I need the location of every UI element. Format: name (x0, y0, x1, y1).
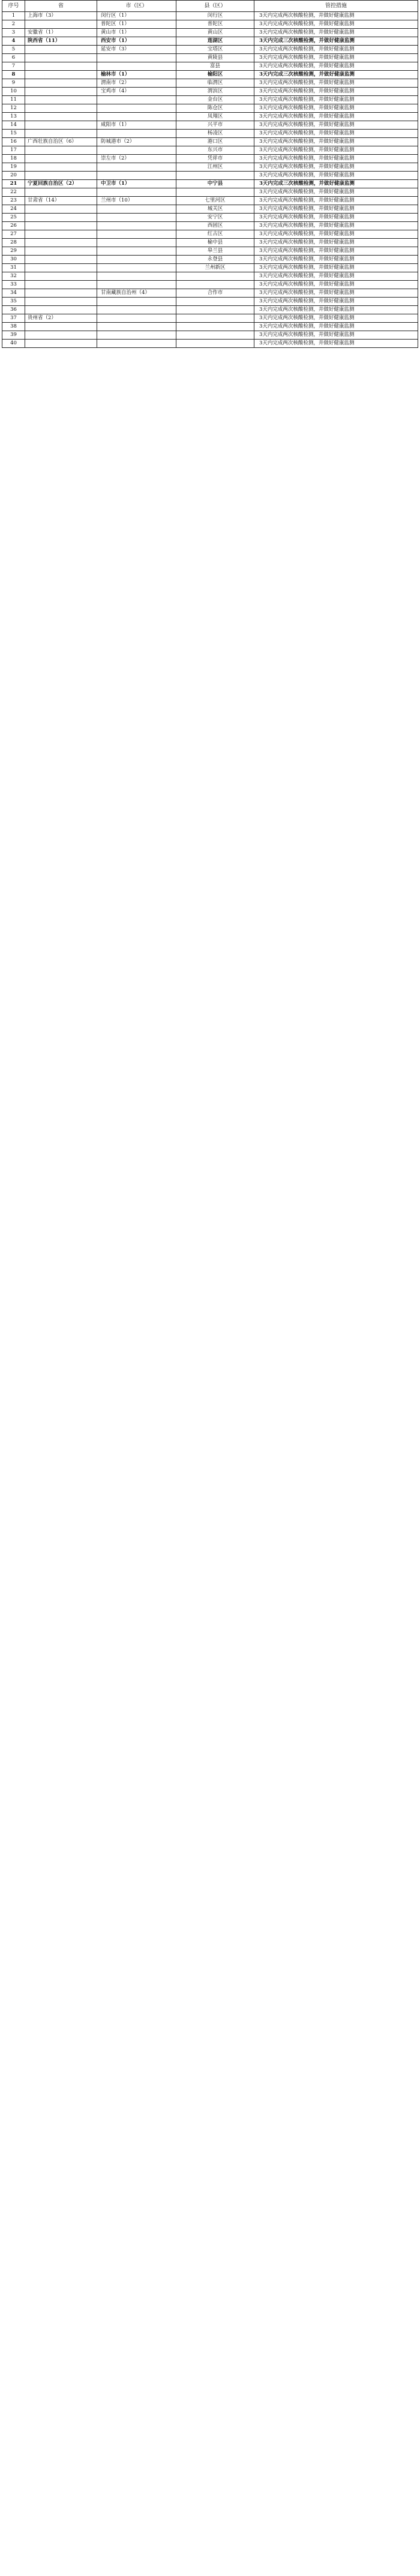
cell-city: 咸阳市（1） (97, 121, 176, 130)
cell-no: 4 (2, 37, 25, 46)
cell-no: 15 (2, 130, 25, 138)
cell-measures: 3天内完成两次核酸检测，并做好健康监测 (254, 138, 418, 146)
table-row (2, 88, 418, 96)
cell-county: 中宁县 (176, 180, 254, 188)
header-no: 序号 (2, 1, 25, 12)
cell-city (97, 264, 176, 272)
cell-no: 26 (2, 222, 25, 230)
cell-city: 甘南藏族自治州（4） (97, 289, 176, 298)
cell-province (25, 20, 97, 29)
table-row (2, 214, 418, 222)
cell-province (25, 298, 97, 306)
table-row (2, 188, 418, 197)
table-row (2, 121, 418, 130)
table-row (2, 62, 418, 71)
cell-county: 永登县 (176, 256, 254, 264)
cell-city: 宝鸡市（4） (97, 88, 176, 96)
cell-county: 江州区 (176, 163, 254, 172)
cell-no: 17 (2, 146, 25, 155)
cell-city: 西安市（1） (97, 37, 176, 46)
cell-no: 13 (2, 113, 25, 121)
table-row (2, 29, 418, 37)
cell-measures: 3天内完成两次核酸检测，并做好健康监测 (254, 230, 418, 239)
cell-measures: 3天内完成两次核酸检测，并做好健康监测 (254, 155, 418, 163)
table-row (2, 46, 418, 54)
cell-province (25, 230, 97, 239)
cell-city (97, 323, 176, 331)
table-body (2, 12, 418, 348)
cell-county: 临渭区 (176, 79, 254, 88)
header-measures: 管控措施 (254, 1, 418, 12)
cell-city (97, 256, 176, 264)
table-row (2, 155, 418, 163)
cell-city: 防城港市（2） (97, 138, 176, 146)
cell-province (25, 88, 97, 96)
cell-measures: 3天内完成两次核酸检测，并做好健康监测 (254, 289, 418, 298)
cell-province: 广西壮族自治区（6） (25, 138, 97, 146)
cell-measures: 3天内完成两次核酸检测，并做好健康监测 (254, 20, 418, 29)
cell-county: 黄山区 (176, 29, 254, 37)
cell-city (97, 340, 176, 348)
cell-measures: 3天内完成两次核酸检测，并做好健康监测 (254, 12, 418, 20)
cell-no: 24 (2, 205, 25, 214)
table-row (2, 289, 418, 298)
cell-no: 16 (2, 138, 25, 146)
header-city: 市（区） (97, 1, 176, 12)
cell-county (176, 314, 254, 323)
header-county: 县（区） (176, 1, 254, 12)
cell-measures: 3天内完成两次核酸检测，并做好健康监测 (254, 88, 418, 96)
cell-measures: 3天内完成两次核酸检测，并做好健康监测 (254, 205, 418, 214)
cell-measures: 3天内完成两次核酸检测，并做好健康监测 (254, 314, 418, 323)
cell-no: 33 (2, 281, 25, 289)
cell-measures: 3天内完成两次核酸检测，并做好健康监测 (254, 247, 418, 256)
cell-no: 22 (2, 188, 25, 197)
cell-city: 渭南市（2） (97, 79, 176, 88)
cell-city (97, 104, 176, 113)
cell-city (97, 247, 176, 256)
cell-measures: 3天内完成两次核酸检测，并做好健康监测 (254, 256, 418, 264)
cell-province (25, 281, 97, 289)
table-row (2, 272, 418, 281)
table-row (2, 256, 418, 264)
cell-city: 榆林市（1） (97, 71, 176, 79)
cell-no: 40 (2, 340, 25, 348)
cell-city: 黄山市（1） (97, 29, 176, 37)
cell-measures: 3天内完成两次核酸检测，并做好健康监测 (254, 188, 418, 197)
cell-county: 宝塔区 (176, 46, 254, 54)
cell-province: 上海市（3） (25, 12, 97, 20)
cell-county: 榆中县 (176, 239, 254, 247)
cell-no: 25 (2, 214, 25, 222)
table-row (2, 180, 418, 188)
cell-measures: 3天内完成两次核酸检测，并做好健康监测 (254, 214, 418, 222)
cell-county: 金台区 (176, 96, 254, 104)
cell-city (97, 281, 176, 289)
cell-measures: 3天内完成三次核酸检测，并做好健康监测 (254, 71, 418, 79)
cell-no: 30 (2, 256, 25, 264)
cell-province (25, 130, 97, 138)
cell-province: 贵州省（2） (25, 314, 97, 323)
cell-province (25, 239, 97, 247)
cell-city (97, 146, 176, 155)
cell-city: 中卫市（1） (97, 180, 176, 188)
cell-measures: 3天内完成两次核酸检测，并做好健康监测 (254, 104, 418, 113)
cell-city (97, 314, 176, 323)
cell-no: 35 (2, 298, 25, 306)
cell-city (97, 331, 176, 340)
cell-measures: 3天内完成两次核酸检测，并做好健康监测 (254, 79, 418, 88)
cell-county: 杨凌区 (176, 130, 254, 138)
cell-province (25, 79, 97, 88)
cell-measures: 3天内完成两次核酸检测，并做好健康监测 (254, 130, 418, 138)
cell-county: 城关区 (176, 205, 254, 214)
cell-city: 闵行区（1） (97, 12, 176, 20)
cell-province: 陕西省（11） (25, 37, 97, 46)
table-row (2, 197, 418, 205)
cell-county: 凤翔区 (176, 113, 254, 121)
cell-county: 黄陵县 (176, 54, 254, 62)
cell-no: 28 (2, 239, 25, 247)
cell-county: 富县 (176, 62, 254, 71)
cell-no: 19 (2, 163, 25, 172)
cell-measures: 3天内完成两次核酸检测，并做好健康监测 (254, 113, 418, 121)
cell-no: 11 (2, 96, 25, 104)
cell-county: 港口区 (176, 138, 254, 146)
table-row (2, 20, 418, 29)
table-row (2, 331, 418, 340)
table-row (2, 12, 418, 20)
cell-city (97, 214, 176, 222)
cell-county: 东兴市 (176, 146, 254, 155)
cell-province (25, 222, 97, 230)
cell-no: 18 (2, 155, 25, 163)
cell-province (25, 272, 97, 281)
cell-city (97, 306, 176, 314)
table-row (2, 113, 418, 121)
cell-no: 6 (2, 54, 25, 62)
cell-county (176, 340, 254, 348)
table-row (2, 104, 418, 113)
cell-city (97, 163, 176, 172)
cell-measures: 3天内完成两次核酸检测，并做好健康监测 (254, 340, 418, 348)
cell-province: 宁夏回族自治区（2） (25, 180, 97, 188)
cell-measures: 3天内完成两次核酸检测，并做好健康监测 (254, 197, 418, 205)
cell-county: 普陀区 (176, 20, 254, 29)
cell-no: 14 (2, 121, 25, 130)
cell-city (97, 222, 176, 230)
cell-city (97, 62, 176, 71)
cell-no: 34 (2, 289, 25, 298)
cell-no: 3 (2, 29, 25, 37)
cell-city (97, 54, 176, 62)
cell-measures: 3天内完成两次核酸检测，并做好健康监测 (254, 239, 418, 247)
cell-measures: 3天内完成两次核酸检测，并做好健康监测 (254, 29, 418, 37)
table-row (2, 314, 418, 323)
cell-measures: 3天内完成两次核酸检测，并做好健康监测 (254, 96, 418, 104)
table-row (2, 79, 418, 88)
cell-city (97, 188, 176, 197)
cell-city (97, 172, 176, 180)
cell-measures: 3天内完成三次核酸检测，并做好健康监测 (254, 37, 418, 46)
cell-province (25, 71, 97, 79)
cell-no: 9 (2, 79, 25, 88)
cell-city: 延安市（3） (97, 46, 176, 54)
cell-no: 5 (2, 46, 25, 54)
table-row (2, 306, 418, 314)
cell-province (25, 146, 97, 155)
cell-county: 闵行区 (176, 12, 254, 20)
cell-province (25, 340, 97, 348)
cell-county: 陈仓区 (176, 104, 254, 113)
cell-county (176, 281, 254, 289)
cell-no: 1 (2, 12, 25, 20)
table-row (2, 298, 418, 306)
cell-city (97, 272, 176, 281)
cell-measures: 3天内完成三次核酸检测，并做好健康监测 (254, 180, 418, 188)
table-row (2, 247, 418, 256)
cell-no: 7 (2, 62, 25, 71)
table-row (2, 71, 418, 79)
cell-county (176, 172, 254, 180)
cell-no: 2 (2, 20, 25, 29)
cell-county: 红古区 (176, 230, 254, 239)
cell-city (97, 130, 176, 138)
cell-no: 23 (2, 197, 25, 205)
table-row (2, 340, 418, 348)
cell-measures: 3天内完成两次核酸检测，并做好健康监测 (254, 163, 418, 172)
cell-province (25, 306, 97, 314)
table-row (2, 172, 418, 180)
cell-county: 榆阳区 (176, 71, 254, 79)
cell-county: 莲湖区 (176, 37, 254, 46)
table-row (2, 264, 418, 272)
table-row (2, 138, 418, 146)
cell-county: 凭祥市 (176, 155, 254, 163)
cell-city (97, 205, 176, 214)
cell-county (176, 272, 254, 281)
table-row (2, 37, 418, 46)
cell-no: 38 (2, 323, 25, 331)
cell-province (25, 155, 97, 163)
cell-county: 皋兰县 (176, 247, 254, 256)
table-row (2, 222, 418, 230)
cell-county: 兰州新区 (176, 264, 254, 272)
cell-province (25, 188, 97, 197)
cell-province (25, 214, 97, 222)
cell-measures: 3天内完成两次核酸检测，并做好健康监测 (254, 62, 418, 71)
cell-no: 36 (2, 306, 25, 314)
cell-province: 甘肃省（14） (25, 197, 97, 205)
cell-county (176, 323, 254, 331)
cell-county (176, 331, 254, 340)
cell-measures: 3天内完成两次核酸检测，并做好健康监测 (254, 121, 418, 130)
table-row (2, 230, 418, 239)
table-row (2, 281, 418, 289)
cell-province (25, 54, 97, 62)
cell-province (25, 205, 97, 214)
cell-measures: 3天内完成两次核酸检测，并做好健康监测 (254, 306, 418, 314)
cell-province (25, 62, 97, 71)
table-row (2, 130, 418, 138)
cell-city (97, 113, 176, 121)
cell-county: 西固区 (176, 222, 254, 230)
cell-county: 渭滨区 (176, 88, 254, 96)
cell-province (25, 96, 97, 104)
cell-measures: 3天内完成两次核酸检测，并做好健康监测 (254, 172, 418, 180)
cell-no: 29 (2, 247, 25, 256)
cell-city: 普陀区（1） (97, 20, 176, 29)
cell-no: 31 (2, 264, 25, 272)
cell-province (25, 113, 97, 121)
table-row (2, 54, 418, 62)
cell-province (25, 104, 97, 113)
cell-measures: 3天内完成两次核酸检测，并做好健康监测 (254, 146, 418, 155)
cell-province (25, 256, 97, 264)
cell-measures: 3天内完成两次核酸检测，并做好健康监测 (254, 298, 418, 306)
cell-no: 39 (2, 331, 25, 340)
control-measures-table (2, 0, 418, 348)
table-row (2, 146, 418, 155)
cell-province (25, 323, 97, 331)
cell-province (25, 163, 97, 172)
cell-measures: 3天内完成两次核酸检测，并做好健康监测 (254, 272, 418, 281)
cell-county (176, 306, 254, 314)
cell-province (25, 247, 97, 256)
table-row (2, 163, 418, 172)
cell-measures: 3天内完成两次核酸检测，并做好健康监测 (254, 331, 418, 340)
cell-no: 21 (2, 180, 25, 188)
cell-no: 8 (2, 71, 25, 79)
cell-province (25, 46, 97, 54)
cell-measures: 3天内完成两次核酸检测，并做好健康监测 (254, 281, 418, 289)
cell-county: 安宁区 (176, 214, 254, 222)
cell-province (25, 289, 97, 298)
cell-province (25, 172, 97, 180)
cell-no: 12 (2, 104, 25, 113)
cell-no: 10 (2, 88, 25, 96)
cell-measures: 3天内完成两次核酸检测，并做好健康监测 (254, 323, 418, 331)
cell-province (25, 264, 97, 272)
cell-no: 32 (2, 272, 25, 281)
cell-city: 兰州市（10） (97, 197, 176, 205)
header-province: 省 (25, 1, 97, 12)
cell-measures: 3天内完成两次核酸检测，并做好健康监测 (254, 54, 418, 62)
cell-county: 七里河区 (176, 197, 254, 205)
cell-measures: 3天内完成两次核酸检测，并做好健康监测 (254, 46, 418, 54)
cell-city (97, 298, 176, 306)
cell-city (97, 96, 176, 104)
cell-province (25, 121, 97, 130)
cell-county: 合作市 (176, 289, 254, 298)
table-row (2, 239, 418, 247)
cell-city: 崇左市（2） (97, 155, 176, 163)
cell-city (97, 239, 176, 247)
cell-county (176, 188, 254, 197)
cell-no: 37 (2, 314, 25, 323)
cell-measures: 3天内完成两次核酸检测，并做好健康监测 (254, 264, 418, 272)
cell-county: 兴平市 (176, 121, 254, 130)
cell-measures: 3天内完成两次核酸检测，并做好健康监测 (254, 222, 418, 230)
table-header-row (2, 1, 418, 12)
table-row (2, 323, 418, 331)
cell-province (25, 331, 97, 340)
cell-no: 27 (2, 230, 25, 239)
table-row (2, 96, 418, 104)
cell-county (176, 298, 254, 306)
cell-city (97, 230, 176, 239)
cell-no: 20 (2, 172, 25, 180)
table-row (2, 205, 418, 214)
cell-province: 安徽省（1） (25, 29, 97, 37)
